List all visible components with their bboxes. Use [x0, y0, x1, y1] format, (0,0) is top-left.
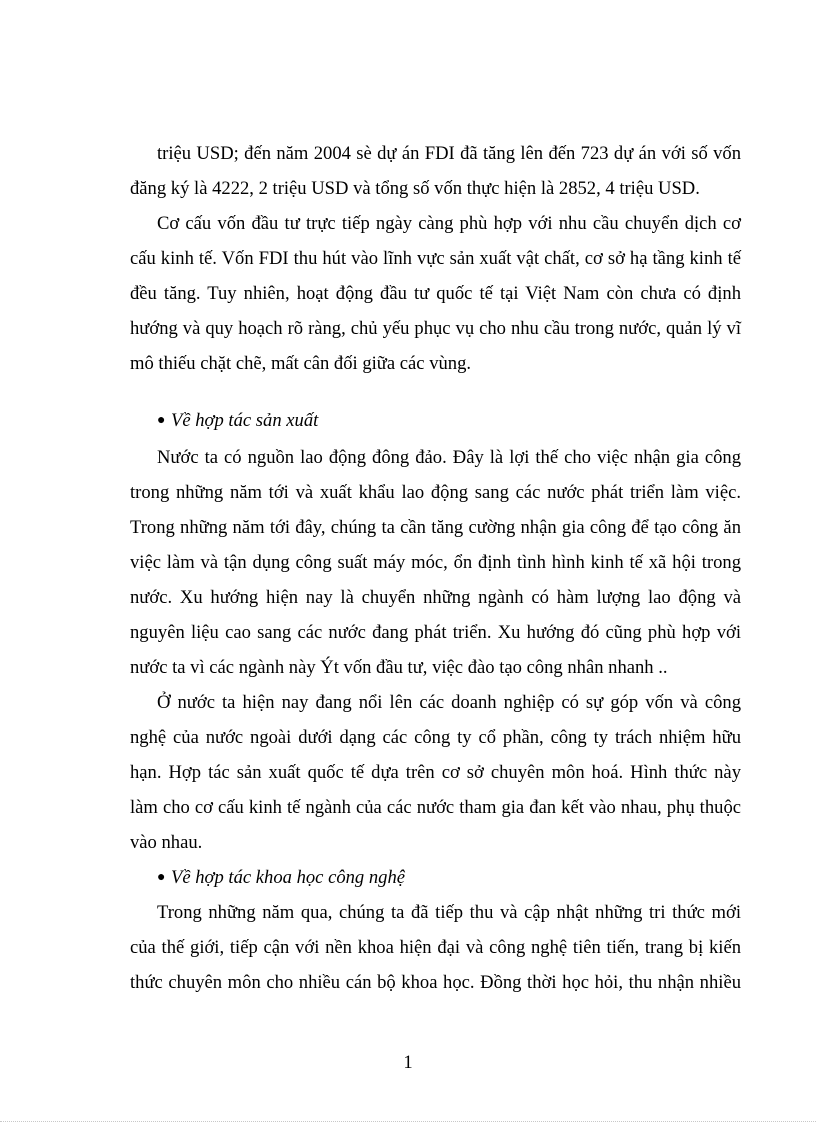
section-heading-science-technology	[157, 866, 405, 890]
paragraph-5-line-2: của thế giới, tiếp cận với nền khoa hiện đại và công nghệ tiên tiến, trang bị kiến	[130, 937, 741, 958]
paragraph-2-line-4: hướng và quy hoạch rõ ràng, chủ yếu phục vụ cho nhu cầu trong nước, quản lý vĩ	[130, 318, 741, 339]
paragraph-3-line-7: nước ta vì các ngành này Ýt vốn đầu tư, việc đào tạo công nhân nhanh ..	[130, 657, 668, 678]
paragraph-1-line-1: triệu USD; đến năm 2004 sè dự án FDI đã tăng lên đến 723 dự án với số vốn	[157, 143, 741, 164]
paragraph-2-line-3: đều tăng. Tuy nhiên, hoạt động đầu tư quốc tế tại Việt Nam còn chưa có định	[130, 283, 741, 304]
paragraph-4-line-2: nghệ của nước ngoài dưới dạng các công ty cổ phần, công ty trách nhiệm hữu	[130, 727, 741, 748]
paragraph-5-line-3: thức chuyên môn cho nhiều cán bộ khoa học. Đồng thời học hỏi, thu nhận nhiều	[130, 972, 741, 993]
paragraph-2-line-1: Cơ cấu vốn đầu tư trực tiếp ngày càng phù hợp với nhu cầu chuyển dịch cơ	[157, 213, 741, 234]
page-number: 1	[403, 1052, 413, 1073]
paragraph-2-line-5: mô thiếu chặt chẽ, mất cân đối giữa các vùng.	[130, 353, 472, 374]
section-heading-science-technology-text: Về hợp tác khoa học công nghệ	[171, 867, 406, 888]
paragraph-3-line-5: nước. Xu hướng hiện nay là chuyển những ngành có hàm lượng lao động và	[130, 587, 741, 608]
paragraph-3-line-4: việc làm và tận dụng công suất máy móc, ổn định tình hình kinh tế xã hội trong	[130, 552, 741, 573]
paragraph-5-line-1: Trong những năm qua, chúng ta đã tiếp thu và cập nhật những tri thức mới	[157, 902, 741, 923]
paragraph-3-line-3: Trong những năm tới đây, chúng ta cần tăng cường nhận gia công để tạo công ăn	[130, 517, 741, 538]
paragraph-4-line-4: làm cho cơ cấu kinh tế ngành của các nước tham gia đan kết vào nhau, phụ thuộc	[130, 797, 741, 818]
paragraph-4-line-1: Ở nước ta hiện nay đang nổi lên các doanh nghiệp có sự góp vốn và công	[157, 692, 741, 713]
section-heading-production-text: Về hợp tác sản xuất	[171, 410, 319, 431]
paragraph-3-line-1: Nước ta có nguồn lao động đông đảo. Đây là lợi thế cho việc nhận gia công	[157, 447, 741, 468]
paragraph-2-line-2: cấu kinh tế. Vốn FDI thu hút vào lĩnh vực sản xuất vật chất, cơ sở hạ tầng kinh tế	[130, 248, 741, 269]
paragraph-3-line-2: trong những năm tới và xuất khẩu lao động sang các nước phát triển làm việc.	[130, 482, 741, 503]
bullet-icon: ●	[157, 870, 166, 885]
paragraph-1-line-2: đăng ký là 4222, 2 triệu USD và tổng số vốn thực hiện là 2852, 4 triệu USD.	[130, 178, 700, 199]
paragraph-4-line-3: hạn. Hợp tác sản xuất quốc tế dựa trên cơ sở chuyên môn hoá. Hình thức này	[130, 762, 741, 783]
section-heading-production	[157, 409, 318, 433]
paragraph-3-line-6: nguyên liệu cao sang các nước đang phát triển. Xu hướng đó cũng phù hợp với	[130, 622, 741, 643]
page-bottom-divider	[0, 1121, 816, 1122]
paragraph-4-line-5: vào nhau.	[130, 832, 203, 853]
bullet-icon: ●	[157, 413, 166, 428]
